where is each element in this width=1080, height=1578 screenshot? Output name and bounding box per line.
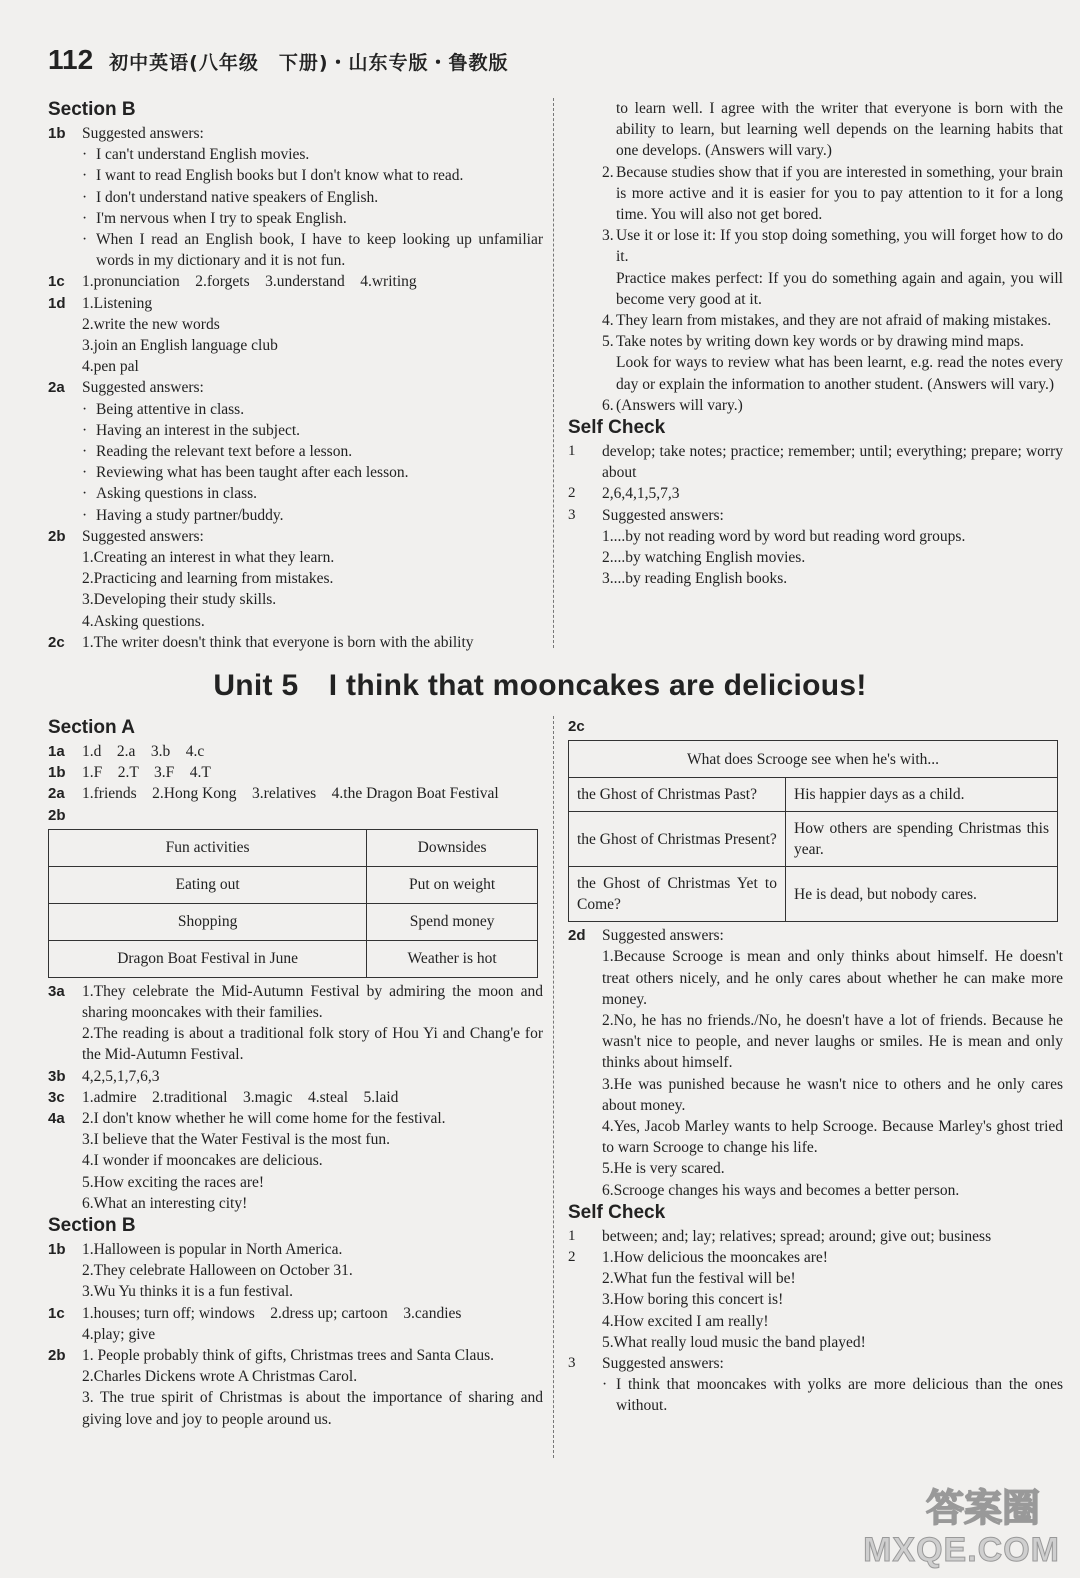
list-item: · Having an interest in the subject. xyxy=(82,421,301,439)
page-header xyxy=(48,44,509,76)
list-item: 4.pen pal xyxy=(82,358,139,376)
table-header: Fun activities xyxy=(49,829,367,866)
table-cell: Shopping xyxy=(49,903,367,940)
self-check-2 xyxy=(568,483,1063,504)
question-label: 2a xyxy=(48,785,65,803)
table-cell: the Ghost of Christmas Present? xyxy=(569,812,786,867)
list-item: 3.How boring this concert is! xyxy=(602,1291,784,1309)
answer-1b xyxy=(48,123,543,271)
question-label: 2 xyxy=(568,485,576,502)
list-item: 3. The true spirit of Christmas is about the importance of sharing and giving love and joy to people around us. xyxy=(82,1389,543,1428)
answer-1c xyxy=(48,1303,543,1345)
table-cell: the Ghost of Christmas Yet to Come? xyxy=(569,867,786,922)
answer-text: 1.d 2.a 3.b 4.c xyxy=(82,743,205,760)
watermark-url: MXQE.COM xyxy=(863,1531,1060,1569)
book-title: 初中英语(八年级 下册)・山东专版・鲁教版 xyxy=(109,52,509,74)
question-label: 2d xyxy=(568,927,586,945)
answer-2a xyxy=(48,377,543,525)
answer-3c xyxy=(48,1087,543,1108)
list-item: 3. Use it or lose it: If you stop doing something, you will forget how to do it. xyxy=(602,227,1063,266)
list-item: 4.Asking questions. xyxy=(82,612,205,630)
question-label: 2c xyxy=(48,633,65,651)
answer-2b xyxy=(48,526,543,632)
list-item: 1.Listening xyxy=(82,294,153,312)
section-b-heading: Section B xyxy=(48,1215,136,1237)
table-cell: Dragon Boat Festival in June xyxy=(49,940,367,977)
question-label: 3a xyxy=(48,982,65,1000)
table-row xyxy=(49,866,538,903)
list-item: 2.write the new words xyxy=(82,315,220,333)
table-cell: Eating out xyxy=(49,866,367,903)
question-label: 3b xyxy=(48,1067,66,1085)
list-item: · Being attentive in class. xyxy=(82,400,245,418)
list-item: · Having a study partner/buddy. xyxy=(82,506,284,524)
answer-intro: Suggested answers: xyxy=(82,125,204,142)
column-divider-top xyxy=(553,98,554,648)
table-cell: He is dead, but nobody cares. xyxy=(786,867,1058,922)
question-label: 1 xyxy=(568,1227,576,1244)
top-right-column xyxy=(568,98,1063,589)
answer-text: 1.The writer doesn't think that everyone is born with the ability xyxy=(82,633,474,651)
unit-title: Unit 5 I think that mooncakes are delicious! xyxy=(213,669,867,702)
self-check-1 xyxy=(568,441,1063,483)
list-item: 4.I wonder if mooncakes are delicious. xyxy=(82,1152,323,1170)
page-number: 112 xyxy=(48,44,94,75)
answer-continuation: to learn well. I agree with the writer that everyone is born with the ability to learn, but learning well depends on the learning habits that one develops. (Answers will vary.) xyxy=(616,100,1063,160)
answer-text: 1.pronunciation 2.forgets 3.understand 4.writing xyxy=(82,273,417,291)
table-cell: How others are spending Christmas this year. xyxy=(786,812,1058,867)
answer-text: 4,2,5,1,7,6,3 xyxy=(82,1067,160,1085)
answer-1d xyxy=(48,293,543,378)
list-item: · When I read an English book, I have to keep looking up unfamiliar words in my dictionary and it is not fun. xyxy=(82,231,543,270)
top-left-column xyxy=(48,98,543,653)
table-header: Downsides xyxy=(367,829,538,866)
list-item: 5.How exciting the races are! xyxy=(82,1173,265,1191)
self-check-1 xyxy=(568,1226,1063,1247)
table-row xyxy=(49,940,538,977)
answer-1c xyxy=(48,271,543,292)
list-item: 2....by watching English movies. xyxy=(602,549,806,567)
answer-text: develop; take notes; practice; remember; until; everything; prepare; worry about xyxy=(602,443,1063,482)
list-item: 6.What an interesting city! xyxy=(82,1194,248,1212)
list-item: · I'm nervous when I try to speak English. xyxy=(82,209,347,227)
list-item: · I want to read English books but I don't know what to read. xyxy=(82,167,464,185)
self-check-2 xyxy=(568,1247,1063,1353)
answer-2d xyxy=(568,925,1063,1201)
list-item: 1.houses; turn off; windows 2.dress up; cartoon 3.candies xyxy=(82,1304,462,1322)
answer-1a xyxy=(48,741,543,762)
list-item: 2.They celebrate Halloween on October 31. xyxy=(82,1262,353,1280)
list-item: 2. Because studies show that if you are interested in something, your brain is more active and it is easier for you to pay attention to it for a long time. You will also not get bored. xyxy=(602,163,1063,224)
table-cell: Spend money xyxy=(367,903,538,940)
question-label: 3c xyxy=(48,1088,65,1106)
list-item: 1.Creating an interest in what they learn. xyxy=(82,549,335,567)
question-label: 3 xyxy=(568,1355,576,1372)
list-item: 2.What fun the festival will be! xyxy=(602,1270,796,1288)
question-label: 1b xyxy=(48,1241,66,1259)
list-item: 1....by not reading word by word but reading word groups. xyxy=(602,527,966,545)
answer-4a xyxy=(48,1108,543,1214)
list-item: · I think that mooncakes with yolks are more delicious than the ones without. xyxy=(602,1376,1063,1415)
list-item: 2.Charles Dickens wrote A Christmas Carol. xyxy=(82,1368,358,1386)
answer-2b-section-b xyxy=(48,1345,543,1430)
scrooge-ghost-table xyxy=(568,740,1058,922)
table-row xyxy=(49,903,538,940)
list-item: · Reviewing what has been taught after each lesson. xyxy=(82,464,409,482)
answer-intro: Suggested answers: xyxy=(602,927,724,945)
question-label: 2 xyxy=(568,1249,576,1266)
list-item: 2.The reading is about a traditional folk story of Hou Yi and Chang'e for the Mid-Autumn Festival. xyxy=(82,1025,543,1064)
list-item: 4.How excited I am really! xyxy=(602,1312,769,1330)
list-item: 1.Because Scrooge is mean and only thinks about himself. He doesn't treat others nicely, and he only cares about whether he can make more money. xyxy=(602,948,1063,1008)
answer-text: 1.F 2.T 3.F 4.T xyxy=(82,764,211,782)
answer-3a xyxy=(48,981,543,1066)
section-a-heading: Section A xyxy=(48,717,135,738)
list-item: · Asking questions in class. xyxy=(82,485,258,503)
list-item: 3.I believe that the Water Festival is the most fun. xyxy=(82,1131,390,1149)
list-item: 1.They celebrate the Mid-Autumn Festival by admiring the moon and sharing mooncakes with their families. xyxy=(82,982,543,1022)
question-label: 1a xyxy=(48,743,65,760)
list-item: 3.Wu Yu thinks it is a fun festival. xyxy=(82,1283,294,1301)
question-label: 2b xyxy=(48,1347,66,1365)
table-cell: Put on weight xyxy=(367,866,538,903)
list-item: · I can't understand English movies. xyxy=(82,146,310,164)
list-item: 1.Halloween is popular in North America. xyxy=(82,1241,343,1259)
answer-2c xyxy=(568,716,1063,737)
question-label: 3 xyxy=(568,506,576,523)
question-label: 1c xyxy=(48,1304,65,1322)
question-label: 4a xyxy=(48,1110,65,1128)
list-item: 6. (Answers will vary.) xyxy=(602,396,743,414)
question-label: 2c xyxy=(568,718,585,735)
answer-text: 1.admire 2.traditional 3.magic 4.steal 5.laid xyxy=(82,1088,399,1106)
list-item: 5. Take notes by writing down key words or by drawing mind maps. xyxy=(602,333,1024,351)
question-label: 1b xyxy=(48,764,66,782)
question-label: 2a xyxy=(48,379,65,397)
question-label: 1d xyxy=(48,294,66,312)
list-item: Look for ways to review what has been learnt, e.g. read the notes every day or explain the information to another student. (Answers will vary.) xyxy=(616,354,1063,393)
table-row xyxy=(569,778,1058,812)
list-item: 2.Practicing and learning from mistakes. xyxy=(82,570,334,588)
answer-3b xyxy=(48,1066,543,1087)
answer-intro: Suggested answers: xyxy=(602,506,724,524)
table-cell: His happier days as a child. xyxy=(786,778,1058,812)
list-item: 2.No, he has no friends./No, he doesn't have a lot of friends. Because he wasn't nice to people, and never laughs or smiles. He is mean and only thinks about himself. xyxy=(602,1012,1063,1072)
list-item: 4.Yes, Jacob Marley wants to help Scrooge. Because Marley's ghost tried to warn Scrooge to change his life. xyxy=(602,1118,1063,1157)
answer-2c xyxy=(48,632,543,653)
section-b-heading: Section B xyxy=(48,99,136,120)
list-item: 3....by reading English books. xyxy=(602,570,788,588)
table-header-row xyxy=(49,829,538,866)
answer-intro: Suggested answers: xyxy=(82,379,204,397)
list-item: Practice makes perfect: If you do something again and again, you will become very good at it. xyxy=(616,269,1063,308)
answer-intro: Suggested answers: xyxy=(602,1355,724,1373)
column-divider-bottom xyxy=(553,716,554,1458)
table-cell: the Ghost of Christmas Past? xyxy=(569,778,786,812)
answer-1b xyxy=(48,762,543,783)
list-item: 3.He was punished because he wasn't nice to others and he only cares about money. xyxy=(602,1075,1063,1114)
answer-intro: Suggested answers: xyxy=(82,527,204,545)
list-item: 1. People probably think of gifts, Christmas trees and Santa Claus. xyxy=(82,1347,494,1365)
self-check-3 xyxy=(568,505,1063,590)
list-item: 4. They learn from mistakes, and they are not afraid of making mistakes. xyxy=(602,312,1052,330)
self-check-heading: Self Check xyxy=(568,1201,666,1223)
list-item: · Reading the relevant text before a lesson. xyxy=(82,443,353,461)
self-check-heading: Self Check xyxy=(568,417,666,439)
question-label: 1 xyxy=(568,443,576,460)
answer-2b xyxy=(48,805,543,826)
list-item: 4.play; give xyxy=(82,1325,156,1343)
watermark-logo: 答案圈 xyxy=(925,1486,1040,1530)
answer-text: 2,6,4,1,5,7,3 xyxy=(602,485,680,503)
bottom-left-column xyxy=(48,716,543,1430)
list-item: 2.I don't know whether he will come home for the festival. xyxy=(82,1110,446,1128)
list-item: 3.Developing their study skills. xyxy=(82,591,277,609)
list-item: 5.What really loud music the band played! xyxy=(602,1333,866,1351)
answer-1b-section-b xyxy=(48,1239,543,1303)
table-row xyxy=(569,867,1058,922)
list-item: · I don't understand native speakers of English. xyxy=(82,188,379,206)
list-item: 6.Scrooge changes his ways and becomes a better person. xyxy=(602,1181,960,1199)
question-label: 2b xyxy=(48,527,66,545)
list-item: 5.He is very scared. xyxy=(602,1160,725,1178)
answer-text: between; and; lay; relatives; spread; around; give out; business xyxy=(602,1227,992,1245)
table-header-row xyxy=(569,741,1058,778)
list-item: 1.How delicious the mooncakes are! xyxy=(602,1249,828,1267)
bottom-right-column xyxy=(568,716,1063,1417)
table-header: What does Scrooge see when he's with... xyxy=(569,741,1058,778)
self-check-3 xyxy=(568,1353,1063,1417)
question-label: 2b xyxy=(48,806,66,824)
question-label: 1c xyxy=(48,273,65,291)
question-label: 1b xyxy=(48,125,66,142)
table-row xyxy=(569,812,1058,867)
list-item: 3.join an English language club xyxy=(82,337,278,355)
answer-text: 1.friends 2.Hong Kong 3.relatives 4.the Dragon Boat Festival xyxy=(82,785,499,803)
fun-activities-table xyxy=(48,829,538,978)
table-cell: Weather is hot xyxy=(367,940,538,977)
answer-2a xyxy=(48,783,543,804)
